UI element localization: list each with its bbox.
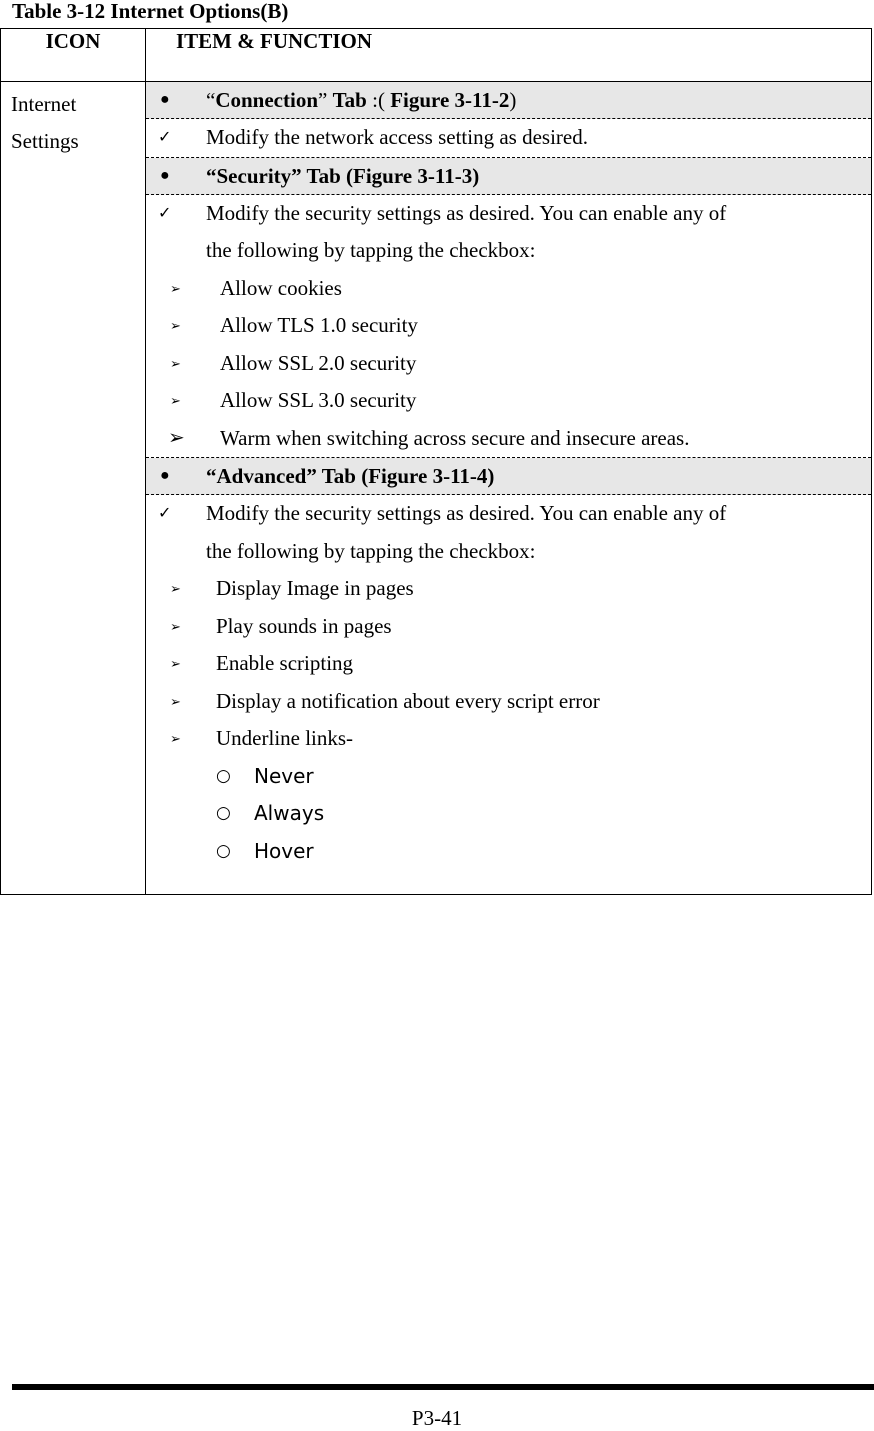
- footer-rule: [12, 1384, 874, 1390]
- arrow-bullet-icon: ➢: [168, 426, 185, 449]
- filled-bullet-icon: ●: [160, 467, 170, 484]
- check-icon: ✓: [158, 204, 172, 222]
- list-item: ➢ Allow TLS 1.0 security: [146, 307, 871, 345]
- filled-bullet-icon: ●: [160, 166, 170, 184]
- list-item: ➢ Display Image in pages: [146, 570, 871, 608]
- list-item: ➢ Allow cookies: [146, 270, 871, 308]
- arrow-bullet-icon: ➢: [170, 355, 181, 371]
- table-header-row: [1, 29, 872, 82]
- connection-tab-name: Connection: [215, 88, 319, 112]
- arrow-bullet-icon: ➢: [170, 318, 181, 333]
- underline-option: ○ Hover: [146, 833, 871, 871]
- circle-bullet-icon: ○: [216, 765, 231, 786]
- list-item: ➢ Allow SSL 3.0 security: [146, 382, 871, 420]
- header-item-function: ITEM & FUNCTION: [146, 29, 872, 82]
- page-number: P3-41: [411, 1406, 463, 1430]
- arrow-bullet-icon: ➢: [170, 393, 181, 408]
- underline-option: ○ Always: [146, 795, 871, 833]
- list-item: ➢ Play sounds in pages: [146, 608, 871, 646]
- connection-tab-heading: ● “Connection” Tab :( Figure 3-11-2): [146, 82, 871, 119]
- list-item: ➢ Underline links-: [146, 720, 871, 758]
- icon-label-line1: Internet: [11, 92, 77, 116]
- security-tab-heading: ● “Security” Tab (Figure 3-11-3): [146, 158, 871, 195]
- arrow-bullet-icon: ➢: [170, 731, 181, 746]
- circle-bullet-icon: ○: [216, 803, 231, 823]
- icon-cell: [1, 82, 146, 895]
- security-description-line2: the following by tapping the checkbox:: [206, 238, 536, 262]
- advanced-description-line1: ✓ Modify the security settings as desired. You can enable any of: [146, 495, 871, 533]
- function-cell: [146, 82, 872, 895]
- arrow-bullet-icon: ➢: [170, 618, 181, 634]
- arrow-bullet-icon: ➢: [170, 280, 181, 296]
- list-item: ➢ Display a notification about every script error: [146, 683, 871, 721]
- advanced-description-line2: the following by tapping the checkbox:: [206, 538, 536, 563]
- underline-option: ○ Never: [146, 758, 871, 796]
- connection-figure-ref: Figure 3-11-2: [390, 88, 510, 112]
- circle-bullet-icon: ○: [216, 840, 231, 861]
- advanced-tab-heading: ● “Advanced” Tab (Figure 3-11-4): [146, 458, 871, 495]
- table-row: [1, 82, 872, 895]
- list-item: ➢ Allow SSL 2.0 security: [146, 345, 871, 383]
- check-icon: ✓: [158, 505, 172, 522]
- list-item: ➢ Enable scripting: [146, 645, 871, 683]
- arrow-bullet-icon: ➢: [170, 581, 181, 596]
- filled-bullet-icon: ●: [160, 91, 170, 108]
- arrow-bullet-icon: ➢: [170, 693, 181, 709]
- check-icon: ✓: [158, 129, 172, 146]
- connection-description: ✓ Modify the network access setting as desired.: [146, 119, 871, 158]
- icon-label-line2: Settings: [11, 129, 79, 153]
- header-icon: ICON: [1, 29, 146, 82]
- table-caption: Table 3-12 Internet Options(B): [12, 0, 289, 23]
- internet-options-table: [0, 28, 872, 895]
- list-item: ➢ Warm when switching across secure and insecure areas.: [146, 420, 871, 459]
- security-description-line1: ✓ Modify the security settings as desired. You can enable any of: [146, 195, 871, 233]
- arrow-bullet-icon: ➢: [170, 656, 181, 671]
